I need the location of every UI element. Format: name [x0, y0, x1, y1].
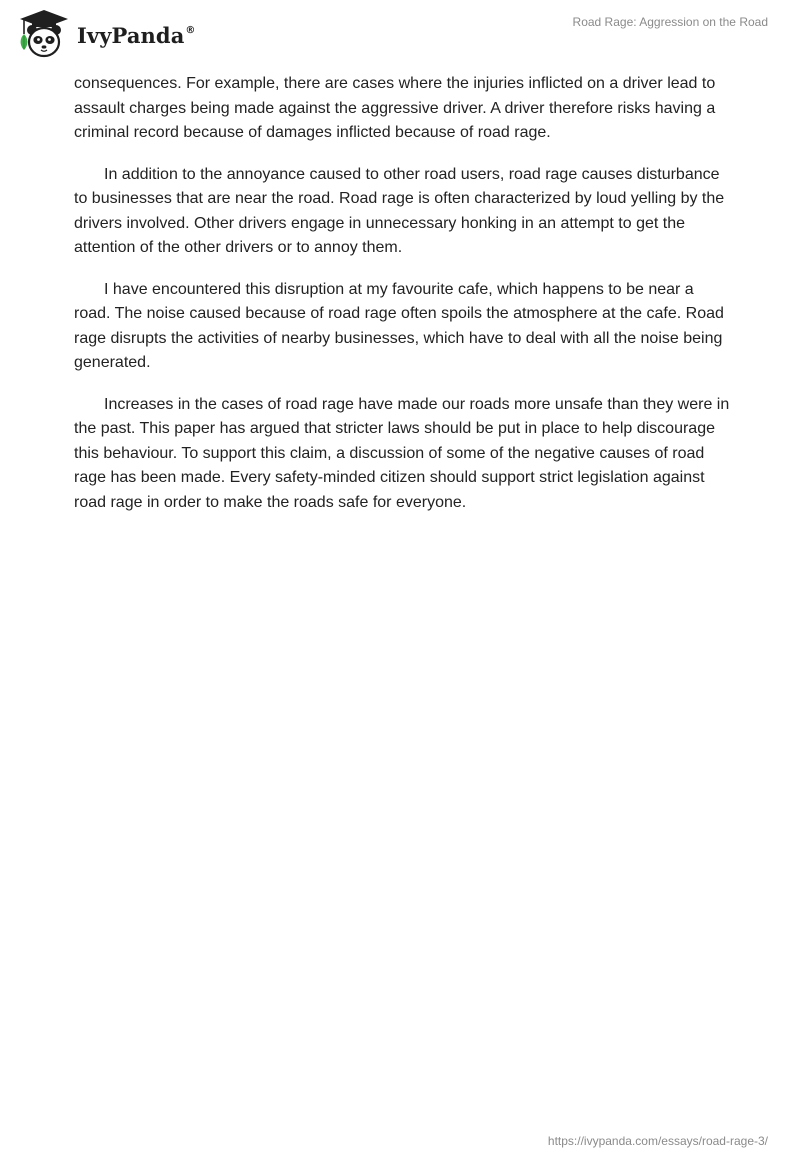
essay-body — [74, 72, 734, 532]
paragraph-2: In addition to the annoyance caused to other road users, road rage causes disturbance to businesses that are near the road. Road rage is often characterized by loud yelling by the drivers involved. Other drivers engage in unnecessary honking in an attempt to get the attention of the other drivers or to annoy them. — [74, 165, 725, 256]
paragraph-3: I have encountered this disruption at my favourite cafe, which happens to be near a road. The noise caused because of road rage often spoils the atmosphere at the cafe. Road rage disrupts the activities of nearby businesses, which have to deal with all the noise being generated. — [74, 280, 724, 371]
brand-name: IvyPanda® — [77, 22, 196, 48]
registered-mark: ® — [185, 24, 196, 36]
ivypanda-logo[interactable] — [15, 8, 196, 60]
paragraph-1: consequences. For example, there are cases where the injuries inflicted on a driver lead to assault charges being made against the aggressive driver. A driver therefore risks having a criminal record because of damages inflicted because of road rage. — [74, 75, 716, 141]
page-header — [0, 0, 800, 70]
panda-graduate-logo-icon — [15, 8, 73, 60]
source-url[interactable]: https://ivypanda.com/essays/road-rage-3/ — [547, 1134, 768, 1148]
paragraph-4: Increases in the cases of road rage have made our roads more unsafe than they were in the past. This paper has argued that stricter laws should be put in place to help discourage this behaviour. To support this claim, a discussion of some of the negative causes of road rage has been made. Every safety-minded citizen should support strict legislation against road rage in order to make the roads safe for everyone. — [74, 395, 730, 511]
document-title: Road Rage: Aggression on the Road — [572, 15, 768, 29]
